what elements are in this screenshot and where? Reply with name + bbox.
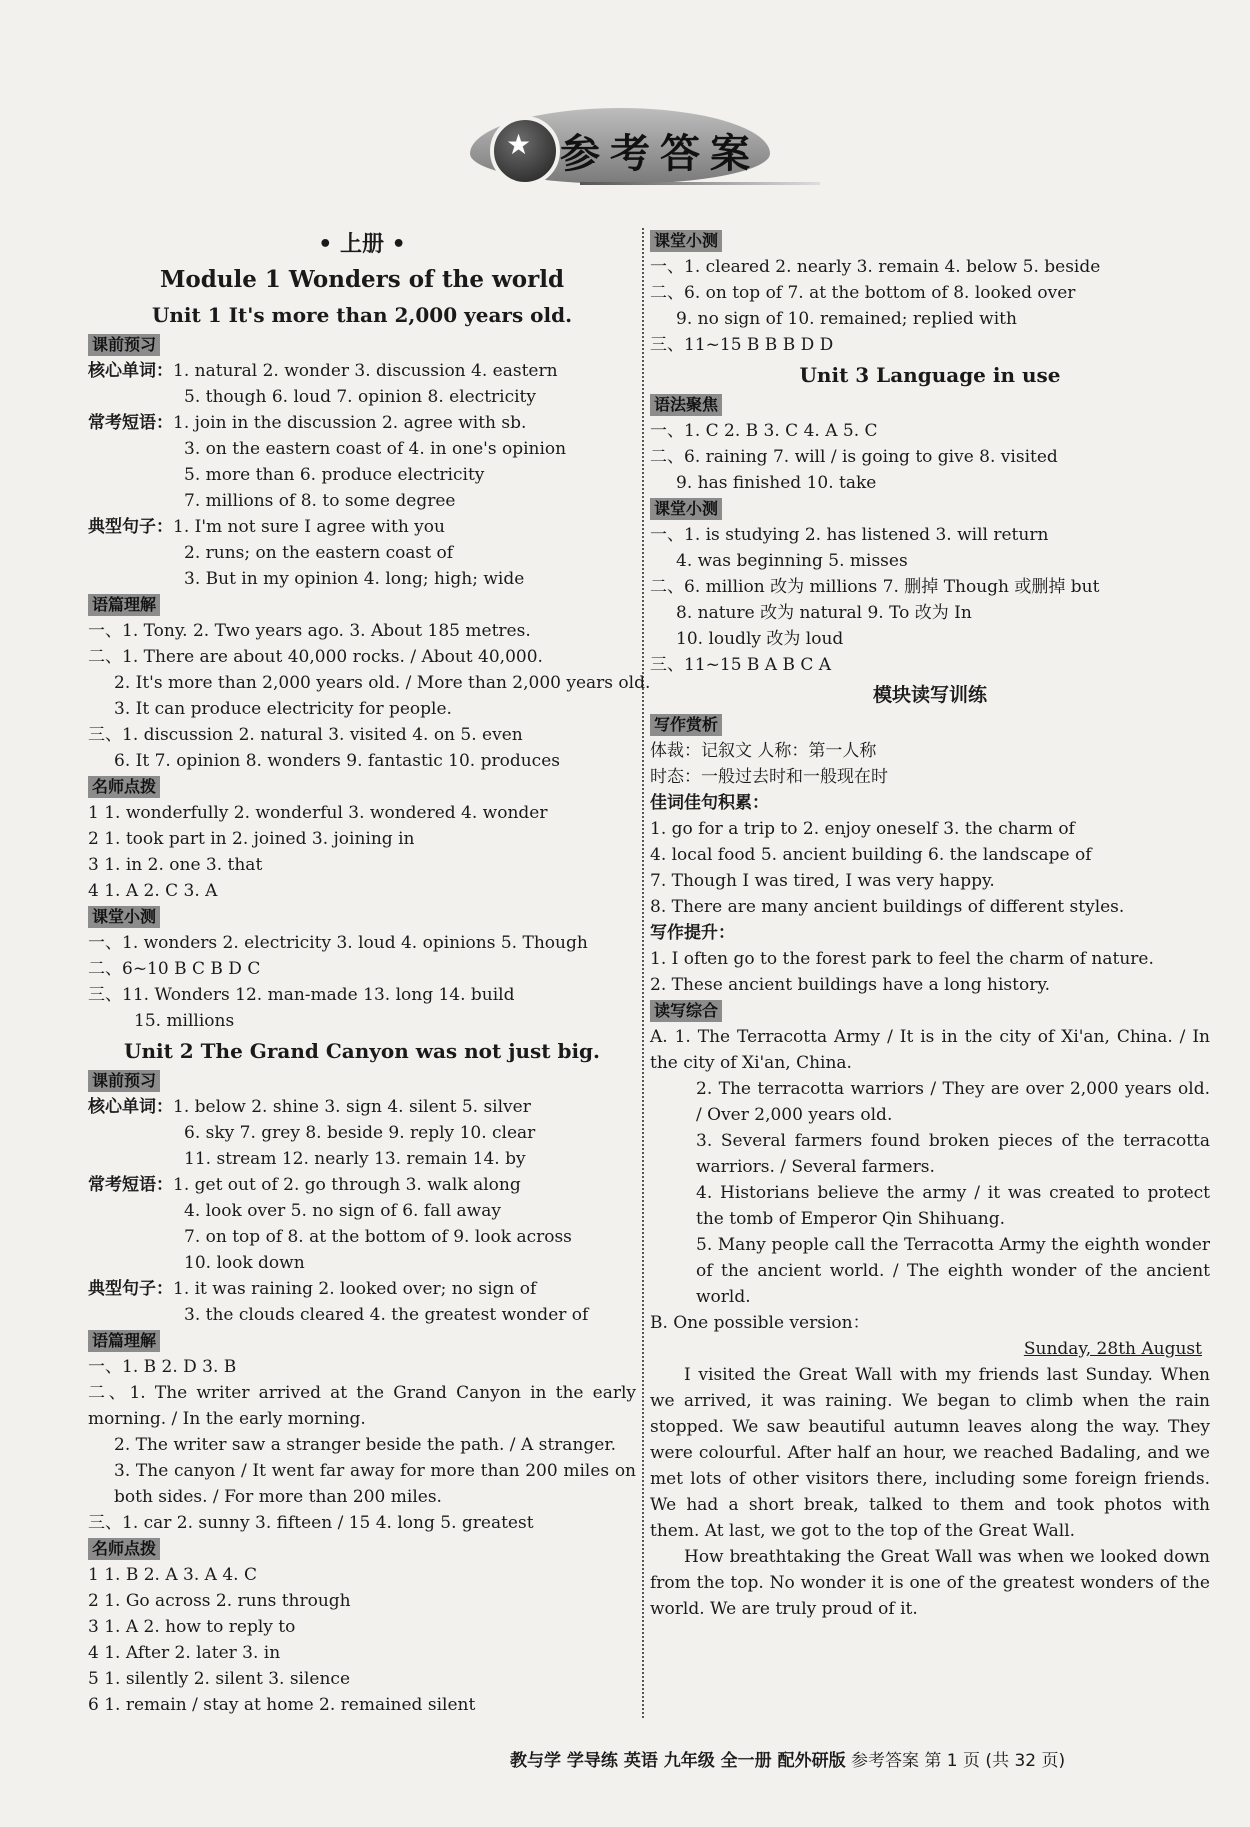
- phrases-label: 常考短语：: [88, 1175, 173, 1195]
- answer-line: 1. go for a trip to 2. enjoy oneself 3. the charm of: [650, 819, 1075, 839]
- phrases-label: 常考短语：: [88, 413, 173, 433]
- answer-line: 1 1. B 2. A 3. A 4. C: [88, 1565, 257, 1585]
- footer-page-number: 参考答案 第 1 页 (共 32 页): [851, 1751, 1066, 1771]
- answer-line: 4. local food 5. ancient building 6. the landscape of: [650, 845, 1092, 865]
- page-footer: [510, 1746, 1065, 1771]
- answer-line: 3. But in my opinion 4. long; high; wide: [184, 569, 525, 589]
- answer-line: 三、1. car 2. sunny 3. fifteen / 15 4. long 5. greatest: [88, 1513, 534, 1533]
- answer-line: 一、1. cleared 2. nearly 3. remain 4. below 5. beside: [650, 257, 1101, 277]
- answer-line: 一、1. is studying 2. has listened 3. will return: [650, 525, 1049, 545]
- subsection-label: 佳词佳句积累：: [650, 793, 769, 813]
- section-label: 语法聚焦: [650, 394, 722, 416]
- answer-line: 7. Though I was tired, I was very happy.: [650, 871, 995, 891]
- answer-paragraph: A. 1. The Terracotta Army / It is in the city of Xi'an, China. / In the city of Xi'an, China.: [650, 1027, 1210, 1073]
- answer-line: 1. get out of 2. go through 3. walk along: [173, 1175, 521, 1195]
- answer-line: 3 1. A 2. how to reply to: [88, 1617, 296, 1637]
- answer-line: 1 1. wonderfully 2. wonderful 3. wondered 4. wonder: [88, 803, 548, 823]
- answer-line: 1. natural 2. wonder 3. discussion 4. eastern: [173, 361, 558, 381]
- answer-line: 1. it was raining 2. looked over; no sign of: [173, 1279, 537, 1299]
- answer-line: 3 1. in 2. one 3. that: [88, 855, 263, 875]
- answer-line: 2. It's more than 2,000 years old. / More than 2,000 years old.: [114, 673, 651, 693]
- answer-line: 一、1. B 2. D 3. B: [88, 1357, 237, 1377]
- answer-line: 5. though 6. loud 7. opinion 8. electricity: [184, 387, 536, 407]
- answer-line: 2 1. took part in 2. joined 3. joining in: [88, 829, 415, 849]
- page-title: 参考答案: [560, 131, 760, 177]
- answer-line: 3. on the eastern coast of 4. in one's opinion: [184, 439, 567, 459]
- answer-line: 8. nature 改为 natural 9. To 改为 In: [676, 603, 972, 623]
- answer-line: 三、11. Wonders 12. man-made 13. long 14. build: [88, 985, 515, 1005]
- answer-line: 6. It 7. opinion 8. wonders 9. fantastic 10. produces: [114, 751, 560, 771]
- answer-line: 三、11~15 B B B D D: [650, 335, 834, 355]
- answer-line: 9. no sign of 10. remained; replied with: [676, 309, 1017, 329]
- answer-line: 5. more than 6. produce electricity: [184, 465, 485, 485]
- answer-line: 4. look over 5. no sign of 6. fall away: [184, 1201, 501, 1221]
- essay-paragraph: I visited the Great Wall with my friends last Sunday. When we arrived, it was raining. We began to climb when the rain stopped. We saw beautiful autumn leaves along the way. They were colourful. After half an hour, we reached Badaling, and we met lots of other visitors there, including some foreign friends. We had a short break, talked to them and took photos with them. At last, we got to the top of the Great Wall.: [650, 1365, 1210, 1541]
- answer-line: 4 1. A 2. C 3. A: [88, 881, 218, 901]
- answer-line: 1. below 2. shine 3. sign 4. silent 5. silver: [173, 1097, 531, 1117]
- words-label: 核心单词：: [88, 361, 173, 381]
- answer-line: 一、1. Tony. 2. Two years ago. 3. About 185 metres.: [88, 621, 531, 641]
- answer-line: 5 1. silently 2. silent 3. silence: [88, 1669, 351, 1689]
- answer-line: 1. I often go to the forest park to feel the charm of nature.: [650, 949, 1154, 969]
- right-column: [650, 228, 1210, 1622]
- left-column: [88, 228, 651, 1718]
- essay-date: Sunday, 28th August: [1023, 1339, 1202, 1359]
- answer-line: 2 1. Go across 2. runs through: [88, 1591, 351, 1611]
- answer-line: 2. These ancient buildings have a long history.: [650, 975, 1051, 995]
- section-label: 课堂小测: [650, 230, 722, 252]
- answer-line: 7. millions of 8. to some degree: [184, 491, 456, 511]
- section-label: 语篇理解: [88, 1330, 160, 1352]
- words-label: 核心单词：: [88, 1097, 173, 1117]
- module-heading: Module 1 Wonders of the world: [159, 266, 565, 293]
- answer-line: 二、6. raining 7. will / is going to give 8. visited: [650, 447, 1058, 467]
- answer-line: 一、1. wonders 2. electricity 3. loud 4. opinions 5. Though: [88, 933, 588, 953]
- section-label: 课堂小测: [88, 906, 160, 928]
- answer-line: 10. loudly 改为 loud: [676, 629, 844, 649]
- answer-line: 2. runs; on the eastern coast of: [184, 543, 454, 563]
- answer-line: 7. on top of 8. at the bottom of 9. look across: [184, 1227, 572, 1247]
- answer-line: 3. the clouds cleared 4. the greatest wonder of: [184, 1305, 589, 1325]
- answer-line: 1. I'm not sure I agree with you: [173, 517, 445, 537]
- unit3-heading: Unit 3 Language in use: [799, 363, 1061, 387]
- star-icon: ★: [506, 128, 532, 161]
- subsection-label: 写作提升：: [650, 923, 735, 943]
- answer-line: 9. has finished 10. take: [676, 473, 877, 493]
- answer-paragraph: 3. The canyon / It went far away for more than 200 miles on both sides. / For more than 200 miles.: [114, 1461, 636, 1507]
- section-label: 名师点拨: [88, 1538, 160, 1560]
- column-divider: [642, 228, 644, 1718]
- section-label: 课前预习: [88, 1070, 160, 1092]
- answer-paragraph: 二、1. The writer arrived at the Grand Canyon in the early morning. / In the early morning.: [88, 1383, 636, 1429]
- answer-line: 8. There are many ancient buildings of different styles.: [650, 897, 1125, 917]
- answer-line: 6. sky 7. grey 8. beside 9. reply 10. clear: [184, 1123, 536, 1143]
- sentences-label: 典型句子：: [88, 1279, 173, 1299]
- version-label: B. One possible version：: [650, 1313, 870, 1333]
- unit1-heading: Unit 1 It's more than 2,000 years old.: [151, 303, 573, 327]
- banner-underline: [580, 182, 820, 185]
- answer-line: 二、6~10 B C B D C: [88, 959, 261, 979]
- answer-line: 6 1. remain / stay at home 2. remained silent: [88, 1695, 476, 1715]
- answer-paragraph: 2. The terracotta warriors / They are over 2,000 years old. / Over 2,000 years old.: [696, 1079, 1210, 1125]
- answer-line: 3. It can produce electricity for people.: [114, 699, 452, 719]
- answer-line: 4. was beginning 5. misses: [676, 551, 908, 571]
- answer-line: 4 1. After 2. later 3. in: [88, 1643, 281, 1663]
- answer-line: 二、6. million 改为 millions 7. 删掉 Though 或删掉 but: [650, 577, 1100, 597]
- section-label: 名师点拨: [88, 776, 160, 798]
- answer-paragraph: 3. Several farmers found broken pieces of the terracotta warriors. / Several farmers.: [696, 1131, 1210, 1177]
- section-label: 语篇理解: [88, 594, 160, 616]
- answer-line: 时态：一般过去时和一般现在时: [650, 767, 888, 787]
- answer-line: 1. join in the discussion 2. agree with sb.: [173, 413, 527, 433]
- answer-line: 10. look down: [184, 1253, 305, 1273]
- answer-line: 11. stream 12. nearly 13. remain 14. by: [184, 1149, 526, 1169]
- module-training-heading: 模块读写训练: [872, 684, 987, 706]
- answer-line: 二、1. There are about 40,000 rocks. / About 40,000.: [88, 647, 543, 667]
- essay-paragraph: How breathtaking the Great Wall was when we looked down from the top. No wonder it is one of the greatest wonders of the world. We are truly proud of it.: [650, 1547, 1210, 1619]
- unit2-heading: Unit 2 The Grand Canyon was not just big.: [124, 1039, 600, 1063]
- answer-line: 三、11~15 B A B C A: [650, 655, 832, 675]
- volume-heading: • 上册 •: [318, 232, 406, 257]
- sentences-label: 典型句子：: [88, 517, 173, 537]
- section-label: 课堂小测: [650, 498, 722, 520]
- answer-line: 二、6. on top of 7. at the bottom of 8. looked over: [650, 283, 1076, 303]
- answer-line: 三、1. discussion 2. natural 3. visited 4. on 5. even: [88, 725, 523, 745]
- answer-key-banner: [470, 108, 780, 188]
- footer-book-title: 教与学 学导练 英语 九年级 全一册 配外研版: [510, 1751, 846, 1771]
- section-label: 写作赏析: [650, 714, 722, 736]
- section-label: 读写综合: [650, 1000, 722, 1022]
- answer-paragraph: 4. Historians believe the army / it was created to protect the tomb of Emperor Qin Shihuang.: [696, 1183, 1210, 1229]
- section-label: 课前预习: [88, 334, 160, 356]
- answer-line: 体裁：记叙文 人称：第一人称: [650, 741, 877, 761]
- answer-paragraph: 2. The writer saw a stranger beside the path. / A stranger.: [114, 1435, 616, 1455]
- answer-line: 15. millions: [134, 1011, 235, 1031]
- answer-line: 一、1. C 2. B 3. C 4. A 5. C: [650, 421, 878, 441]
- answer-paragraph: 5. Many people call the Terracotta Army the eighth wonder of the ancient world. / The eighth wonder of the ancient world.: [696, 1235, 1210, 1307]
